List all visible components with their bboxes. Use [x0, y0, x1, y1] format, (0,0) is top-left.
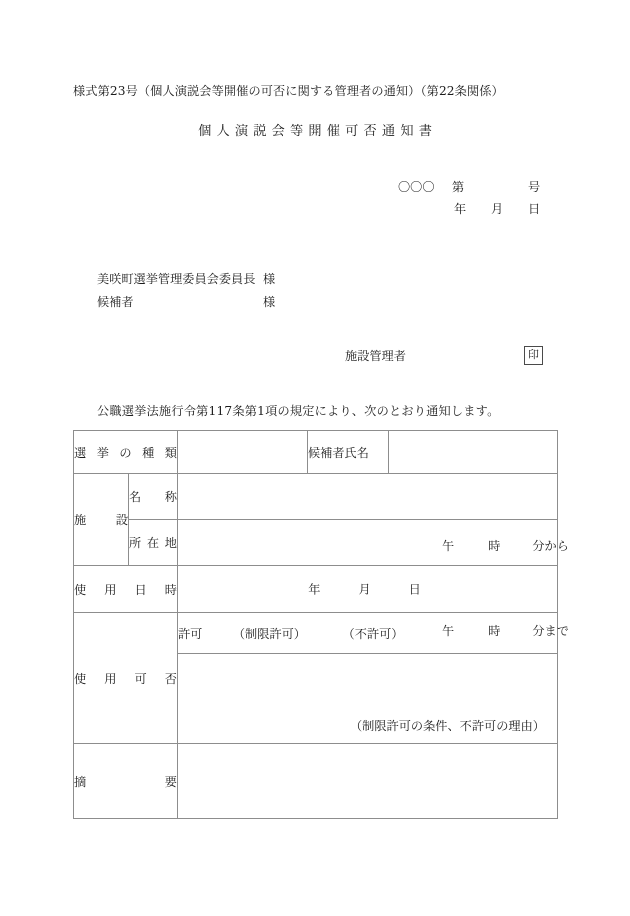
cell-label-facility: 施設: [74, 474, 129, 566]
document-number-line: [398, 176, 541, 198]
seal-stamp-box: 印: [524, 346, 543, 365]
document-date-day-label: 日: [528, 202, 541, 216]
document-title: 個人演説会等開催可否通知書: [198, 124, 438, 139]
document-date-year-label: 年: [454, 202, 467, 216]
cell-value-permission-reason[interactable]: [178, 654, 558, 744]
cell-label-candidate-name: 候補者氏名: [308, 431, 389, 474]
cell-value-remarks[interactable]: [178, 744, 558, 819]
use-datetime-month-label: 月: [358, 582, 371, 597]
document-number-block: [398, 176, 541, 220]
use-datetime-end-minute-label: 分まで: [532, 624, 569, 638]
notification-form-table: [73, 430, 569, 819]
cell-label-election-type: 選挙の種類: [74, 431, 178, 474]
statute-sentence: 公職選挙法施行令第117条第1項の規定により、次のとおり通知します。: [97, 404, 500, 418]
addressee-block: [97, 268, 276, 314]
document-number-gou-label: 号: [528, 180, 541, 194]
addressee-name-candidate: 候補者: [97, 295, 134, 309]
table-row-election-type: [74, 431, 558, 474]
table-row-permission-options: [74, 613, 558, 654]
document-date-line: [398, 198, 541, 220]
cell-label-facility-address: 所在地: [129, 520, 178, 566]
cell-value-candidate-name[interactable]: [389, 431, 558, 474]
form-number-heading: 様式第23号（個人演説会等開催の可否に関する管理者の通知）（第22条関係）: [73, 84, 504, 98]
use-datetime-start-ampm-label: 午: [442, 539, 455, 553]
document-date-month-label: 月: [491, 202, 504, 216]
use-datetime-end-ampm-label: 午: [442, 624, 455, 638]
addressee-honorific-committee-chair: 様: [263, 272, 276, 286]
permission-reason-note: （制限許可の条件、不許可の理由）: [350, 719, 545, 733]
cell-value-election-type[interactable]: [178, 431, 308, 474]
use-datetime-end-hour-label: 時: [488, 624, 501, 638]
cell-value-permission-options[interactable]: 許可 （制限許可） （不許可）: [178, 613, 558, 654]
cell-label-use-datetime: 使用日時: [74, 566, 178, 613]
use-datetime-year-label: 年: [308, 582, 321, 597]
table-row-remarks: [74, 744, 558, 819]
use-datetime-start-minute-label: 分から: [532, 539, 569, 553]
cell-label-facility-name: 名称: [129, 474, 178, 520]
addressee-row-candidate: [97, 291, 276, 314]
addressee-name-committee-chair: 美咲町選挙管理委員会委員長: [97, 272, 256, 286]
use-datetime-day-label: 日: [408, 582, 421, 597]
document-number-dai-label: 第: [452, 180, 465, 194]
document-number-circles: 〇〇〇: [398, 180, 435, 194]
addressee-honorific-candidate: 様: [263, 295, 276, 309]
table-row-use-datetime: [74, 566, 558, 613]
cell-label-remarks: 摘要: [74, 744, 178, 819]
use-datetime-time-row-start: [380, 521, 569, 572]
cell-label-permission: 使用可否: [74, 613, 178, 744]
use-datetime-start-hour-label: 時: [488, 539, 501, 553]
signer-label: 施設管理者: [345, 349, 406, 363]
addressee-row-committee-chair: [97, 268, 276, 291]
